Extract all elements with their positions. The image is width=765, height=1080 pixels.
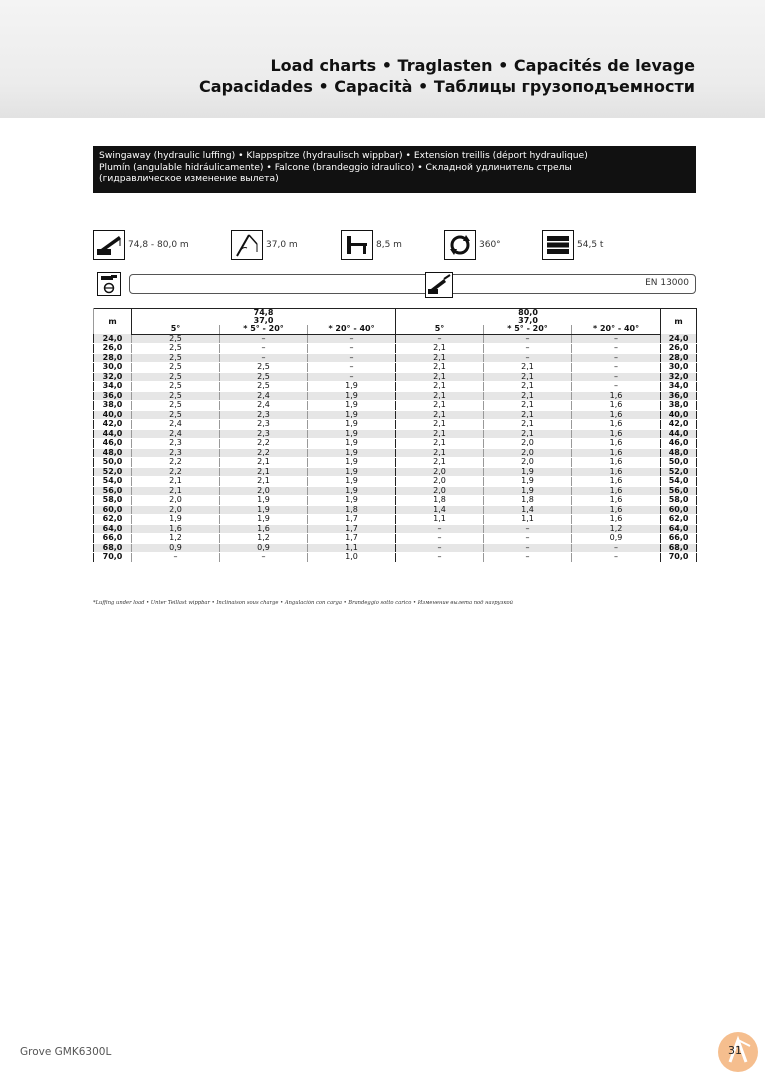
table-row xyxy=(94,363,697,373)
radius-cell: 38,0 xyxy=(94,401,132,411)
table-row xyxy=(94,372,697,382)
capacity-cell: 1,9 xyxy=(220,496,308,506)
radius-cell: 56,0 xyxy=(661,486,697,496)
page-title-line1: Load charts • Traglasten • Capacités de levage xyxy=(270,56,695,75)
capacity-cell: 1,6 xyxy=(572,486,661,496)
radius-cell: 34,0 xyxy=(94,382,132,392)
capacity-cell: – xyxy=(484,334,572,344)
table-row xyxy=(94,410,697,420)
capacity-cell: 1,2 xyxy=(572,524,661,534)
capacity-cell: – xyxy=(572,553,661,563)
radius-cell: 60,0 xyxy=(661,505,697,515)
radius-cell: 30,0 xyxy=(94,363,132,373)
capacity-cell: – xyxy=(572,543,661,553)
capacity-cell: 1,9 xyxy=(308,410,396,420)
radius-cell: 26,0 xyxy=(94,344,132,354)
description-line1: Swingaway (hydraulic luffing) • Klappspitze (hydraulisch wippbar) • Extension treillis (déport hydraulique) xyxy=(99,150,588,161)
capacity-cell: 1,9 xyxy=(308,382,396,392)
capacity-cell: 1,9 xyxy=(308,439,396,449)
capacity-cell: – xyxy=(308,372,396,382)
capacity-cell: – xyxy=(572,372,661,382)
radius-cell: 44,0 xyxy=(661,429,697,439)
radius-cell: 58,0 xyxy=(661,496,697,506)
capacity-cell: 1,6 xyxy=(572,410,661,420)
capacity-cell: 2,0 xyxy=(484,458,572,468)
capacity-cell: 2,5 xyxy=(132,353,220,363)
table-row xyxy=(94,496,697,506)
table-row xyxy=(94,353,697,363)
radius-cell: 28,0 xyxy=(661,353,697,363)
capacity-cell: 2,1 xyxy=(484,382,572,392)
description-line2: Plumín (angulable hidráulicamente) • Falcone (brandeggio idraulico) • Складной удлинитель стрелы xyxy=(99,161,572,173)
capacity-cell: – xyxy=(572,344,661,354)
capacity-cell: – xyxy=(396,534,484,544)
load-chart-table xyxy=(93,308,697,563)
standard-bar xyxy=(129,274,696,294)
capacity-cell: 1,9 xyxy=(308,467,396,477)
capacity-cell: 2,0 xyxy=(484,439,572,449)
capacity-cell: 1,7 xyxy=(308,534,396,544)
angle-header: 5° xyxy=(396,325,484,334)
capacity-cell: – xyxy=(484,524,572,534)
capacity-cell: 1,6 xyxy=(572,429,661,439)
jib-icon xyxy=(231,230,263,260)
radius-cell: 28,0 xyxy=(94,353,132,363)
capacity-cell: 1,6 xyxy=(572,477,661,487)
radius-cell: 50,0 xyxy=(661,458,697,468)
capacity-cell: 2,1 xyxy=(396,410,484,420)
capacity-cell: 2,1 xyxy=(484,410,572,420)
counterweight-value: 54,5 t xyxy=(577,240,604,250)
capacity-cell: 2,5 xyxy=(132,372,220,382)
radius-cell: 40,0 xyxy=(94,410,132,420)
radius-header-left: m xyxy=(94,309,132,335)
capacity-cell: 1,6 xyxy=(220,524,308,534)
table-row xyxy=(94,439,697,449)
capacity-cell: 2,1 xyxy=(132,486,220,496)
table-row xyxy=(94,334,697,344)
capacity-cell: 1,6 xyxy=(572,439,661,449)
capacity-cell: 2,1 xyxy=(132,477,220,487)
capacity-cell: 2,1 xyxy=(396,420,484,430)
capacity-cell: 1,7 xyxy=(308,515,396,525)
group2-boom-header: 80,0 37,0 xyxy=(396,309,661,326)
capacity-cell: 1,0 xyxy=(308,553,396,563)
capacity-cell: 2,0 xyxy=(396,477,484,487)
capacity-cell: – xyxy=(484,344,572,354)
table-row xyxy=(94,344,697,354)
capacity-cell: 1,9 xyxy=(308,420,396,430)
page-title-line2: Capacidades • Capacità • Таблицы грузоподъемности xyxy=(199,77,695,96)
capacity-cell: 1,9 xyxy=(308,477,396,487)
radius-cell: 46,0 xyxy=(661,439,697,449)
capacity-cell: – xyxy=(308,363,396,373)
radius-cell: 62,0 xyxy=(94,515,132,525)
angle-header: * 20° - 40° xyxy=(308,325,396,334)
capacity-cell: 1,2 xyxy=(132,534,220,544)
description-line3: (гидравлическое изменение вылета) xyxy=(99,173,279,184)
angle-header: 5° xyxy=(132,325,220,334)
spec-boom-length xyxy=(93,230,189,260)
table-row xyxy=(94,458,697,468)
capacity-cell: 0,9 xyxy=(132,543,220,553)
capacity-cell: 2,4 xyxy=(220,401,308,411)
capacity-cell: 2,4 xyxy=(220,391,308,401)
capacity-cell: – xyxy=(396,543,484,553)
capacity-cell: 1,9 xyxy=(220,515,308,525)
radius-cell: 64,0 xyxy=(94,524,132,534)
radius-cell: 32,0 xyxy=(94,372,132,382)
radius-cell: 46,0 xyxy=(94,439,132,449)
table-row xyxy=(94,382,697,392)
capacity-cell: 2,2 xyxy=(220,439,308,449)
radius-cell: 66,0 xyxy=(661,534,697,544)
radius-cell: 52,0 xyxy=(94,467,132,477)
capacity-cell: 1,9 xyxy=(484,467,572,477)
capacity-cell: 1,6 xyxy=(572,515,661,525)
angle-header: * 5° - 20° xyxy=(220,325,308,334)
configuration-description xyxy=(93,146,696,193)
capacity-cell: 1,2 xyxy=(220,534,308,544)
radius-cell: 66,0 xyxy=(94,534,132,544)
capacity-cell: 2,1 xyxy=(396,439,484,449)
capacity-cell: 1,6 xyxy=(572,458,661,468)
capacity-cell: – xyxy=(308,353,396,363)
counterweight-icon xyxy=(542,230,574,260)
radius-cell: 40,0 xyxy=(661,410,697,420)
capacity-cell: – xyxy=(572,382,661,392)
radius-cell: 38,0 xyxy=(661,401,697,411)
radius-cell: 26,0 xyxy=(661,344,697,354)
capacity-cell: 2,5 xyxy=(132,410,220,420)
radius-header-right: m xyxy=(661,309,697,335)
radius-cell: 48,0 xyxy=(94,448,132,458)
spec-slew xyxy=(444,230,501,260)
capacity-cell: 1,6 xyxy=(572,401,661,411)
radius-cell: 54,0 xyxy=(94,477,132,487)
table-row xyxy=(94,429,697,439)
capacity-cell: 1,6 xyxy=(132,524,220,534)
capacity-cell: 1,6 xyxy=(572,391,661,401)
capacity-cell: 2,2 xyxy=(220,448,308,458)
capacity-cell: 2,1 xyxy=(220,458,308,468)
capacity-cell: 2,1 xyxy=(220,467,308,477)
capacity-cell: 2,3 xyxy=(220,420,308,430)
capacity-cell: – xyxy=(132,553,220,563)
capacity-cell: 1,6 xyxy=(572,505,661,515)
capacity-cell: 1,6 xyxy=(572,496,661,506)
capacity-cell: 2,0 xyxy=(220,486,308,496)
radius-cell: 56,0 xyxy=(94,486,132,496)
capacity-cell: 2,1 xyxy=(484,363,572,373)
capacity-cell: 1,9 xyxy=(308,429,396,439)
capacity-cell: 1,9 xyxy=(132,515,220,525)
capacity-cell: 1,9 xyxy=(308,401,396,411)
table-row xyxy=(94,477,697,487)
outrigger-span-value: 8,5 m xyxy=(376,240,402,250)
table-row xyxy=(94,515,697,525)
radius-cell: 62,0 xyxy=(661,515,697,525)
capacity-cell: 0,9 xyxy=(572,534,661,544)
radius-cell: 30,0 xyxy=(661,363,697,373)
capacity-cell: 2,5 xyxy=(132,363,220,373)
capacity-cell: 1,1 xyxy=(396,515,484,525)
capacity-cell: 1,9 xyxy=(308,496,396,506)
capacity-cell: – xyxy=(572,334,661,344)
radius-cell: 24,0 xyxy=(661,334,697,344)
table-row xyxy=(94,534,697,544)
table-row xyxy=(94,391,697,401)
slew-value: 360° xyxy=(479,240,501,250)
outrigger-icon xyxy=(341,230,373,260)
capacity-cell: 1,9 xyxy=(308,448,396,458)
capacity-cell: 2,0 xyxy=(396,486,484,496)
capacity-cell: 2,1 xyxy=(396,372,484,382)
table-row xyxy=(94,553,697,563)
capacity-cell: 2,1 xyxy=(396,353,484,363)
page-number: 31 xyxy=(728,1044,742,1057)
capacity-cell: 1,8 xyxy=(484,496,572,506)
capacity-cell: 2,2 xyxy=(132,458,220,468)
radius-cell: 36,0 xyxy=(94,391,132,401)
capacity-cell: 2,1 xyxy=(396,458,484,468)
capacity-cell: 1,4 xyxy=(484,505,572,515)
radius-cell: 58,0 xyxy=(94,496,132,506)
table-row xyxy=(94,448,697,458)
radius-cell: 34,0 xyxy=(661,382,697,392)
capacity-cell: – xyxy=(484,553,572,563)
table-row xyxy=(94,524,697,534)
radius-cell: 32,0 xyxy=(661,372,697,382)
radius-cell: 36,0 xyxy=(661,391,697,401)
table-row xyxy=(94,543,697,553)
capacity-cell: 1,1 xyxy=(308,543,396,553)
capacity-cell: – xyxy=(308,344,396,354)
capacity-cell: – xyxy=(484,534,572,544)
capacity-cell: 0,9 xyxy=(220,543,308,553)
spec-outrigger-span xyxy=(341,230,402,260)
capacity-cell: 2,4 xyxy=(132,420,220,430)
capacity-cell: – xyxy=(220,353,308,363)
capacity-cell: – xyxy=(220,553,308,563)
boom-crane-icon xyxy=(93,230,125,260)
capacity-cell: 2,0 xyxy=(132,496,220,506)
radius-cell: 44,0 xyxy=(94,429,132,439)
capacity-cell: 1,6 xyxy=(572,420,661,430)
capacity-cell: – xyxy=(220,334,308,344)
capacity-cell: – xyxy=(220,344,308,354)
capacity-cell: 2,0 xyxy=(484,448,572,458)
capacity-cell: 2,1 xyxy=(396,391,484,401)
capacity-cell: 2,1 xyxy=(220,477,308,487)
capacity-cell: 2,5 xyxy=(132,401,220,411)
capacity-cell: 2,1 xyxy=(396,401,484,411)
capacity-cell: 1,9 xyxy=(308,458,396,468)
capacity-cell: – xyxy=(484,353,572,363)
capacity-cell: 2,2 xyxy=(132,467,220,477)
capacity-cell: 2,5 xyxy=(132,334,220,344)
capacity-cell: – xyxy=(308,334,396,344)
capacity-cell: – xyxy=(396,524,484,534)
capacity-cell: 2,3 xyxy=(220,429,308,439)
capacity-cell: 2,1 xyxy=(484,429,572,439)
capacity-cell: – xyxy=(572,353,661,363)
capacity-cell: 1,6 xyxy=(572,467,661,477)
capacity-cell: 2,5 xyxy=(220,363,308,373)
table-row xyxy=(94,401,697,411)
capacity-cell: 2,5 xyxy=(220,372,308,382)
capacity-cell: 2,1 xyxy=(484,420,572,430)
capacity-cell: 1,7 xyxy=(308,524,396,534)
capacity-cell: – xyxy=(396,334,484,344)
radius-cell: 70,0 xyxy=(94,553,132,563)
capacity-cell: 1,8 xyxy=(396,496,484,506)
capacity-cell: 2,5 xyxy=(132,391,220,401)
table-row xyxy=(94,467,697,477)
capacity-cell: 1,9 xyxy=(484,477,572,487)
table-row xyxy=(94,486,697,496)
capacity-cell: 2,5 xyxy=(220,382,308,392)
capacity-cell: 2,4 xyxy=(132,429,220,439)
rotation-360-icon xyxy=(444,230,476,260)
capacity-cell: 1,9 xyxy=(308,391,396,401)
capacity-cell: 1,9 xyxy=(308,486,396,496)
radius-cell: 48,0 xyxy=(661,448,697,458)
radius-cell: 50,0 xyxy=(94,458,132,468)
capacity-cell: – xyxy=(572,363,661,373)
radius-cell: 54,0 xyxy=(661,477,697,487)
capacity-cell: 1,8 xyxy=(308,505,396,515)
footer-model: Grove GMK6300L xyxy=(20,1046,112,1058)
angle-header: * 20° - 40° xyxy=(572,325,661,334)
angle-header: * 5° - 20° xyxy=(484,325,572,334)
radius-cell: 60,0 xyxy=(94,505,132,515)
capacity-cell: 1,9 xyxy=(220,505,308,515)
capacity-cell: 2,1 xyxy=(484,401,572,411)
capacity-cell: 2,1 xyxy=(396,382,484,392)
capacity-cell: 1,1 xyxy=(484,515,572,525)
boom-length-value: 74,8 - 80,0 m xyxy=(128,240,189,250)
radius-cell: 52,0 xyxy=(661,467,697,477)
footnote: *Luffing under load • Unter Teillast wippbar • Inclinaison sous charge • Angulación con carga • Brandeggio sotto carico • Изменение вылета под нагрузкой xyxy=(93,600,513,606)
spec-counterweight xyxy=(542,230,603,260)
capacity-cell: 2,1 xyxy=(396,344,484,354)
capacity-cell: 2,0 xyxy=(132,505,220,515)
radius-cell: 68,0 xyxy=(94,543,132,553)
capacity-cell: 2,5 xyxy=(132,344,220,354)
radius-cell: 68,0 xyxy=(661,543,697,553)
capacity-cell: 2,3 xyxy=(132,448,220,458)
capacity-cell: – xyxy=(484,543,572,553)
radius-cell: 70,0 xyxy=(661,553,697,563)
capacity-cell: 2,1 xyxy=(396,448,484,458)
radius-cell: 64,0 xyxy=(661,524,697,534)
capacity-cell: 2,3 xyxy=(220,410,308,420)
jib-luffing-icon xyxy=(425,272,453,298)
radius-cell: 42,0 xyxy=(661,420,697,430)
table-row xyxy=(94,420,697,430)
group1-boom-header: 74,8 37,0 xyxy=(132,309,396,326)
crane-config-icon xyxy=(97,272,121,296)
capacity-cell: 2,1 xyxy=(396,363,484,373)
radius-cell: 24,0 xyxy=(94,334,132,344)
capacity-cell: 2,1 xyxy=(396,429,484,439)
capacity-cell: 2,1 xyxy=(484,372,572,382)
capacity-cell: 2,5 xyxy=(132,382,220,392)
capacity-cell: 2,0 xyxy=(396,467,484,477)
capacity-cell: – xyxy=(396,553,484,563)
spec-jib-length xyxy=(231,230,298,260)
standard-label: EN 13000 xyxy=(645,278,689,288)
capacity-cell: 1,6 xyxy=(572,448,661,458)
capacity-cell: 2,3 xyxy=(132,439,220,449)
capacity-cell: 1,4 xyxy=(396,505,484,515)
table-row xyxy=(94,505,697,515)
capacity-cell: 1,9 xyxy=(484,486,572,496)
capacity-cell: 2,1 xyxy=(484,391,572,401)
jib-length-value: 37,0 m xyxy=(266,240,298,250)
radius-cell: 42,0 xyxy=(94,420,132,430)
